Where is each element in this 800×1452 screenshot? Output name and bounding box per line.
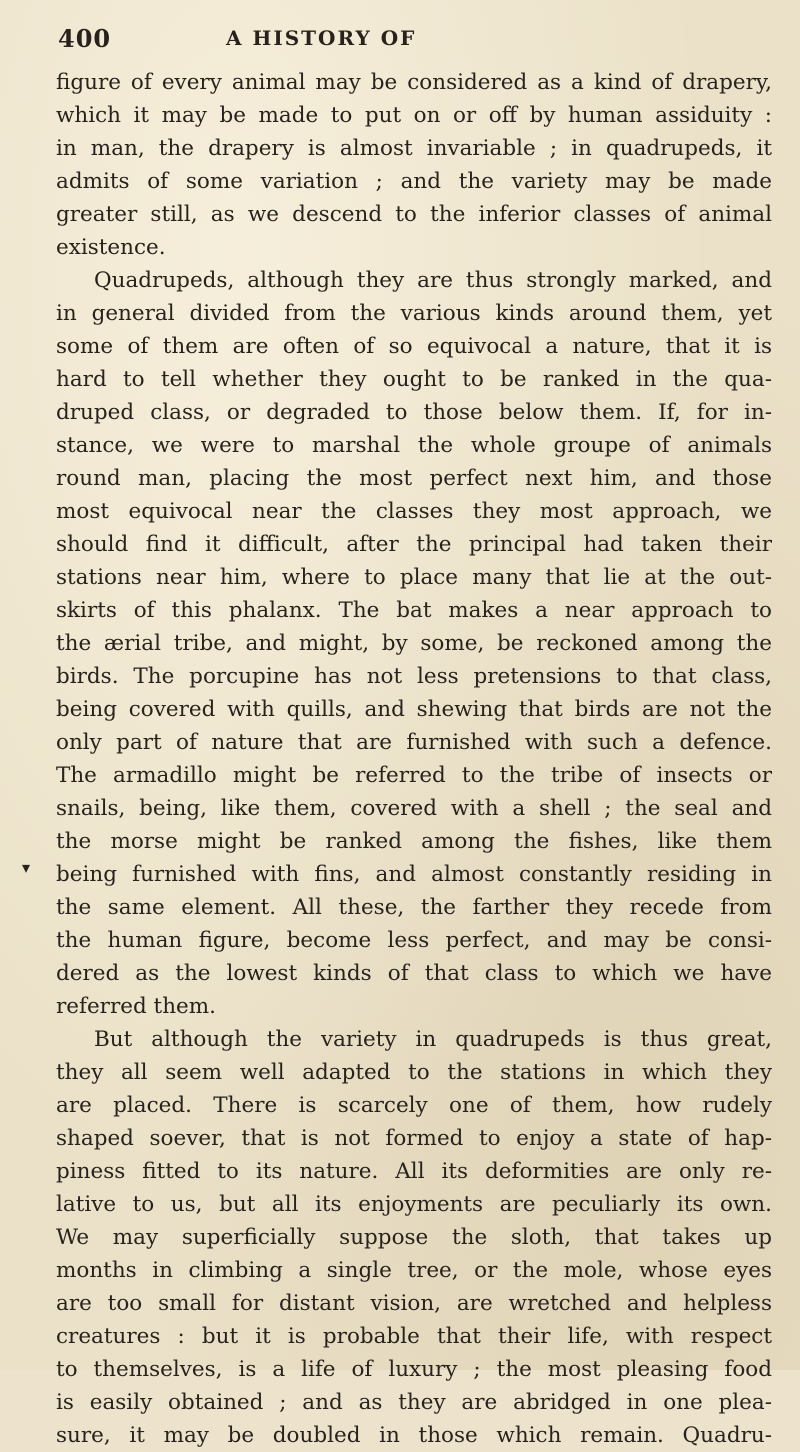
text-line: the morse might be ranked among the fishes, like them bbox=[56, 829, 772, 854]
text-line: stance, we were to marshal the whole groupe of animals bbox=[56, 433, 772, 458]
text-line: existence. bbox=[56, 235, 166, 260]
text-line: shaped soever, that is not formed to enjoy a state of hap- bbox=[56, 1126, 772, 1151]
text-line: being covered with quills, and shewing that birds are not the bbox=[56, 697, 772, 722]
text-line: are too small for distant vision, are wretched and helpless bbox=[56, 1291, 772, 1316]
text-line: they all seem well adapted to the stations in which they bbox=[56, 1060, 772, 1085]
text-line: months in climbing a single tree, or the mole, whose eyes bbox=[56, 1258, 772, 1283]
text-line: We may superficially suppose the sloth, that takes up bbox=[56, 1225, 772, 1250]
text-line: the ærial tribe, and might, by some, be reckoned among the bbox=[56, 631, 772, 656]
text-line: greater still, as we descend to the inferior classes of animal bbox=[56, 202, 772, 227]
text-line: birds. The porcupine has not less pretensions to that class, bbox=[56, 664, 772, 689]
text-line: most equivocal near the classes they most approach, we bbox=[56, 499, 772, 524]
text-line: admits of some variation ; and the variety may be made bbox=[56, 169, 772, 194]
text-line: lative to us, but all its enjoyments are peculiarly its own. bbox=[56, 1192, 772, 1217]
text-line: piness fitted to its nature. All its deformities are only re- bbox=[56, 1159, 772, 1184]
text-line: which it may be made to put on or off by human assiduity : bbox=[56, 103, 772, 128]
text-line: The armadillo might be referred to the tribe of insects or bbox=[56, 763, 772, 788]
text-line: dered as the lowest kinds of that class to which we have bbox=[56, 961, 772, 986]
text-line: hard to tell whether they ought to be ranked in the qua- bbox=[56, 367, 772, 392]
text-line: only part of nature that are furnished with such a defence. bbox=[56, 730, 772, 755]
text-line: skirts of this phalanx. The bat makes a near approach to bbox=[56, 598, 772, 623]
text-line: are placed. There is scarcely one of them, how rudely bbox=[56, 1093, 772, 1118]
text-line: to themselves, is a life of luxury ; the most pleasing food bbox=[56, 1357, 772, 1382]
text-line: sure, it may be doubled in those which remain. Quadru- bbox=[56, 1423, 772, 1448]
text-line: round man, placing the most perfect next him, and those bbox=[56, 466, 772, 491]
text-line: the human figure, become less perfect, and may be consi- bbox=[56, 928, 772, 953]
text-line: figure of every animal may be considered as a kind of drapery, bbox=[56, 70, 772, 95]
text-line: referred them. bbox=[56, 994, 216, 1019]
text-line: But although the variety in quadrupeds is thus great, bbox=[94, 1027, 772, 1052]
text-line: Quadrupeds, although they are thus strongly marked, and bbox=[94, 268, 772, 293]
running-head: A HISTORY OF bbox=[226, 26, 417, 50]
page-header bbox=[58, 18, 760, 58]
text-line: in man, the drapery is almost invariable ; in quadrupeds, it bbox=[56, 136, 772, 161]
text-line: snails, being, like them, covered with a shell ; the seal and bbox=[56, 796, 772, 821]
body-text bbox=[56, 66, 772, 1452]
text-line: the same element. All these, the farther they recede from bbox=[56, 895, 772, 920]
text-line: stations near him, where to place many that lie at the out- bbox=[56, 565, 772, 590]
text-line: druped class, or degraded to those below them. If, for in- bbox=[56, 400, 772, 425]
text-line: is easily obtained ; and as they are abridged in one plea- bbox=[56, 1390, 772, 1415]
text-line: some of them are often of so equivocal a nature, that it is bbox=[56, 334, 772, 359]
margin-mark: ▾ bbox=[22, 858, 31, 877]
page-number: 400 bbox=[58, 24, 112, 53]
text-line: in general divided from the various kinds around them, yet bbox=[56, 301, 772, 326]
text-line: being furnished with fins, and almost constantly residing in bbox=[56, 862, 772, 887]
text-line: should find it difficult, after the principal had taken their bbox=[56, 532, 772, 557]
text-line: creatures : but it is probable that their life, with respect bbox=[56, 1324, 772, 1349]
